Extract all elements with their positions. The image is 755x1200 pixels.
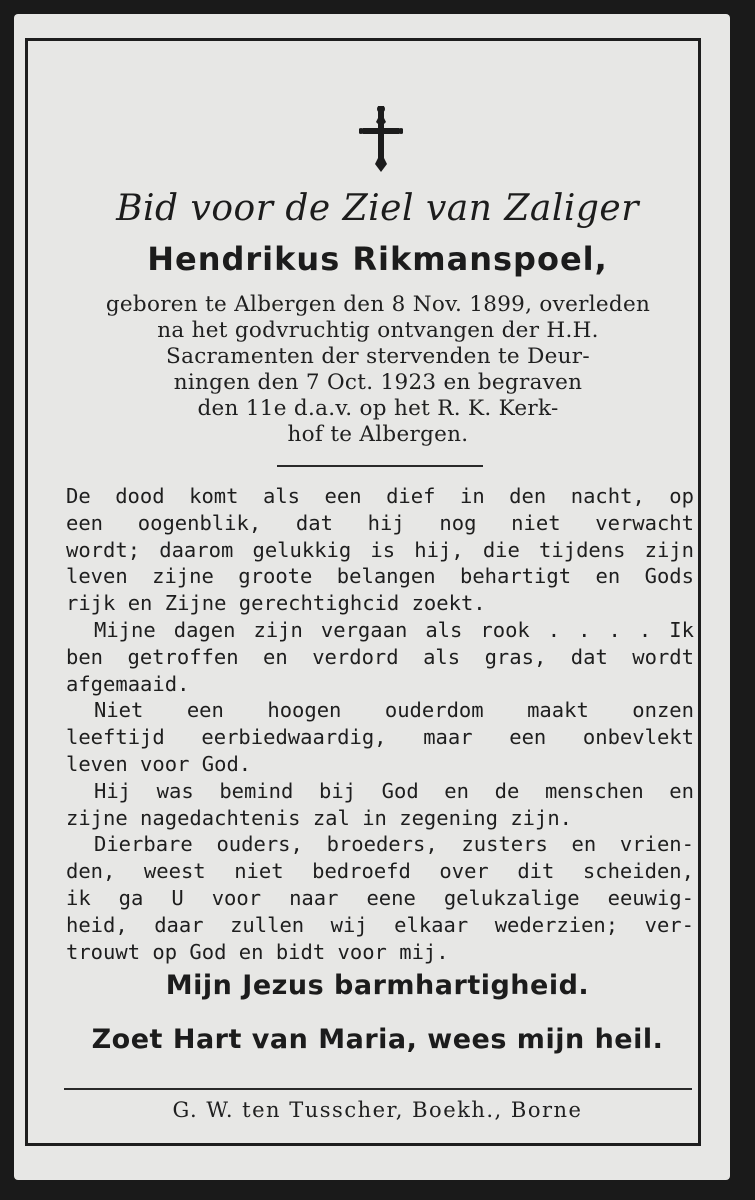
cross-icon (359, 106, 403, 172)
bio-line: ningen den 7 Oct. 1923 en begraven (173, 370, 583, 395)
biography-block (68, 292, 688, 448)
text-line: Dierbare ouders, broeders, zusters en vrien- (94, 832, 694, 857)
bio-line: na het godvruchtig ontvangen der H.H. (157, 318, 599, 343)
text-line: ben getroffen en verdord als gras, dat wordt (66, 644, 694, 669)
text-line: ik ga U voor naar eene gelukzalige eeuwig- (66, 885, 694, 910)
bio-line: den 11e d.a.v. op het R. K. Kerk- (197, 396, 559, 421)
text-line: Mijne dagen zijn vergaan als rook . . . . Ik (94, 617, 694, 642)
text-line: Niet een hoogen ouderdom maakt onzen (94, 698, 694, 723)
text-line: Hij was bemind bij God en de menschen en (94, 778, 694, 803)
text-line: leeftijd eerbiedwaardig, maar een onbevlekt (66, 725, 694, 750)
text-line: De dood komt als een dief in den nacht, op (66, 484, 694, 508)
meditation-text (66, 483, 694, 965)
invocation-heading: Bid voor de Ziel van Zaliger (116, 188, 639, 229)
text-line: heid, daar zullen wij elkaar wederzien; ver- (66, 912, 694, 937)
footer-divider (64, 1088, 692, 1090)
text-line: zijne nagedachtenis zal in zegening zijn. (66, 805, 573, 830)
text-line: rijk en Zijne gerechtighcid zoekt. (66, 591, 486, 616)
printer-imprint: G. W. ten Tusscher, Boekh., Borne (172, 1098, 583, 1122)
bio-line: Sacramenten der stervenden te Deur- (166, 344, 590, 369)
text-line: trouwt op God en bidt voor mij. (66, 939, 449, 964)
bio-line: hof te Albergen. (287, 422, 469, 447)
deceased-name: Hendrikus Rikmanspoel, (147, 240, 608, 278)
divider (277, 465, 483, 467)
text-line: leven zijne groote belangen behartigt en Gods (66, 564, 694, 589)
text-line: een oogenblik, dat hij nog niet verwacht (66, 510, 694, 535)
prayer-line-2: Zoet Hart van Maria, wees mijn heil. (91, 1024, 664, 1055)
text-line: den, weest niet bedroefd over dit scheiden, (66, 859, 694, 884)
text-line: wordt; daarom gelukkig is hij, die tijdens zijn (66, 537, 694, 562)
prayer-line-1: Mijn Jezus barmhartigheid. (165, 970, 590, 1001)
bio-line: geboren te Albergen den 8 Nov. 1899, overleden (105, 292, 651, 317)
text-line: leven voor God. (66, 751, 252, 776)
text-line: afgemaaid. (66, 671, 190, 696)
